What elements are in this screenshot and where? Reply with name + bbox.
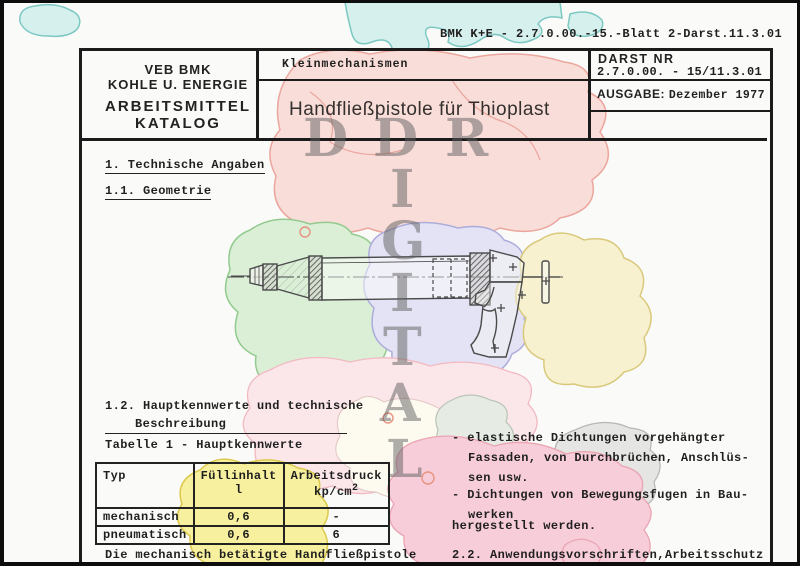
section-1-2-heading-line2: Beschreibung (105, 417, 347, 434)
watermark-letter: G (381, 211, 426, 272)
section-2-2-heading: 2.2. Anwendungsvorschriften,Arbeitsschutz (452, 548, 764, 562)
ausgabe-row (597, 87, 765, 102)
org-name (98, 62, 258, 92)
section-1-2-heading-line1: 1.2. Hauptkennwerte und technische (105, 399, 364, 413)
header-divider-right (588, 48, 591, 141)
scan-edge-left (0, 0, 4, 566)
catalog-name (92, 98, 264, 132)
category-cell-rule (256, 79, 770, 81)
category-label: Kleinmechanismen (282, 58, 409, 71)
col-typ-header: Typ (96, 463, 194, 508)
ausgabe-label: AUSGABE: (597, 87, 666, 101)
front-cone (277, 257, 309, 298)
watermark-letter: D (303, 108, 349, 169)
table-row-pneumatisch: pneumatisch 0,6 6 (96, 526, 389, 544)
watermark-letter: D (373, 108, 419, 169)
fuellinhalt-unit: l (234, 483, 243, 497)
catalog-line2: KATALOG (135, 115, 221, 132)
paragraph-end-line: hergestellt werden. (452, 519, 597, 533)
watermark-letter: L (386, 429, 423, 490)
scan-edge-top (0, 0, 800, 3)
bullet-line-cont: Fassaden, von Durchbrüchen, Anschlüs- (468, 451, 750, 465)
ausgabe-value: Dezember 1977 (668, 89, 766, 102)
bullet-line-cont: werken (468, 508, 514, 522)
front-cap-band (309, 256, 322, 300)
receiver (490, 250, 524, 282)
bullet-line: - Dichtungen von Bewegungsfugen in Bau- (452, 488, 749, 502)
map-region-northwest (20, 5, 80, 37)
table-row-mechanisch: mechanisch 0,6 - (96, 508, 389, 526)
nozzle-tip (250, 265, 263, 286)
bullet-line-cont: sen usw. (468, 471, 529, 485)
watermark-letter: R (445, 108, 489, 169)
closing-line: Die mechanisch betätigte Handfließpistole (105, 548, 417, 562)
darst-nr-value: 2.7.0.00. - 15/11.3.01 (597, 65, 763, 79)
catalog-line1: ARBEITSMITTEL (105, 98, 251, 115)
ausgabe-cell-rule (588, 110, 770, 112)
org-line2: KOHLE U. ENERGIE (107, 77, 249, 92)
watermark-letter: T (383, 317, 422, 378)
scan-edge-bottom (0, 562, 800, 566)
col-fuellinhalt-header: Füllinhalt l (194, 463, 284, 508)
watermark-letter: A (380, 373, 421, 434)
caulking-gun-drawing (225, 205, 570, 370)
org-line1: VEB BMK (144, 62, 212, 77)
section-1-heading: 1. Technische Angaben (105, 158, 265, 172)
darst-nr-label: DARST NR (598, 52, 675, 66)
section-1-1-heading: 1.1. Geometrie (105, 184, 212, 198)
header-bottom-rule (79, 138, 767, 141)
watermark-letter: I (390, 263, 415, 324)
nozzle-collar (263, 264, 277, 290)
page-title: Handfließpistole für Thioplast (289, 99, 550, 120)
col-arbeitsdruck-header: Arbeitsdruck $kp/cm^2$ (284, 463, 389, 508)
table-header-row (96, 463, 389, 508)
watermark-letter: I (390, 159, 415, 220)
bullet-line: - elastische Dichtungen vorgehängter (452, 431, 726, 445)
table-caption: Tabelle 1 - Hauptkennwerte (105, 438, 303, 452)
arbeitsdruck-unit: $kp/cm^2$ (314, 483, 359, 499)
document-reference: BMK K+E - 2.7.0.00.-15.-Blatt 2-Darst.11.3.01 (440, 27, 783, 41)
hauptkennwerte-table (95, 462, 390, 545)
